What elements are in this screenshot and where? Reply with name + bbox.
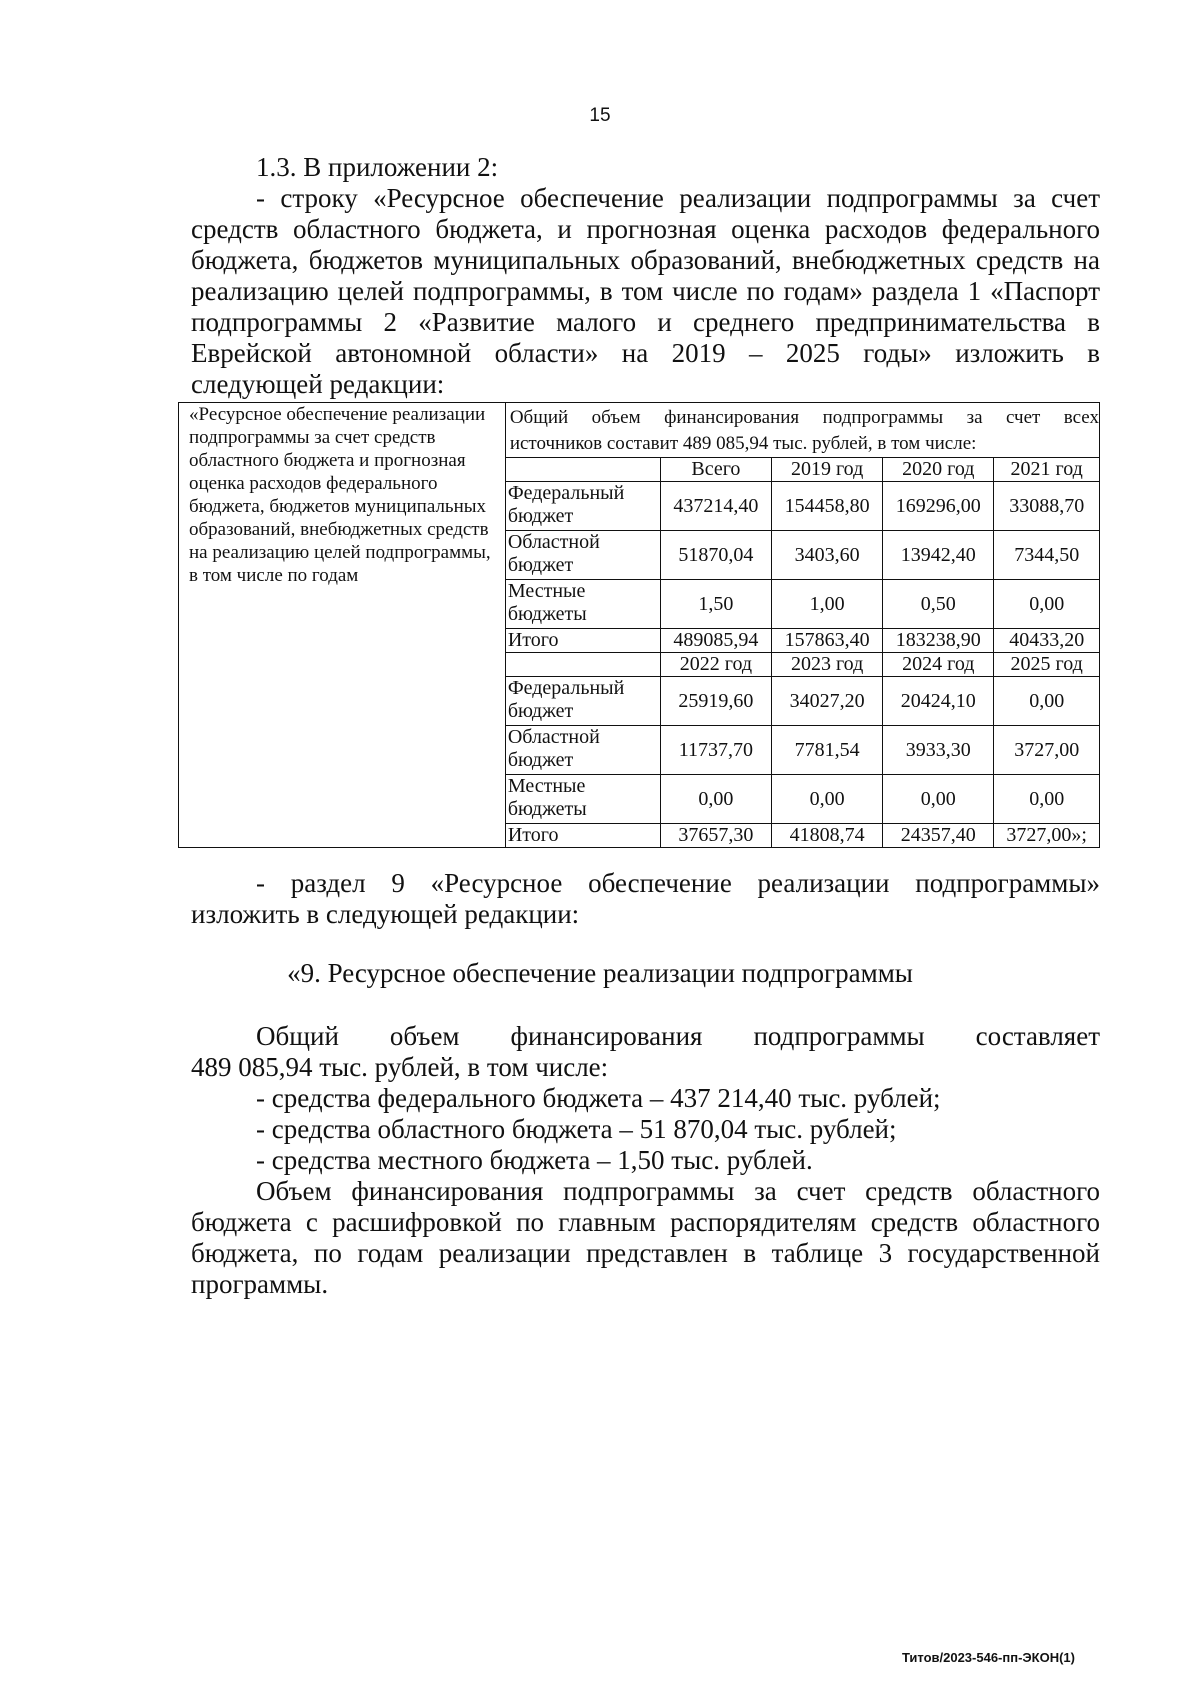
table-cell: 25919,60 [660, 677, 771, 726]
table-cell: 0,00 [883, 775, 994, 824]
table-cell: 3727,00»; [994, 824, 1099, 848]
column-header: 2021 год [994, 458, 1099, 482]
table-cell: 11737,70 [660, 726, 771, 775]
table-cell: 0,00 [772, 775, 883, 824]
blank-cell [506, 458, 661, 482]
table-cell: 0,00 [660, 775, 771, 824]
table-cell: 489085,94 [660, 629, 771, 653]
column-header: 2022 год [660, 653, 771, 677]
table-cell: 3403,60 [772, 531, 883, 580]
passport-left-cell: «Ресурсное обеспечение реализации подпрограммы за счет средств областного бюджета и прогнозная оценка расходов федерального бюджета, бюджетов муниципальных образований, внебюджетных средств на реализацию целей подпрограммы, в том числе по годам [179, 403, 506, 848]
closing-text: Объем финансирования подпрограммы за счет средств областного бюджета с расшифровкой по главным распорядителям средств областного бюджета, по годам реализации представлен в таблице 3 государственной программы. [191, 1176, 1100, 1299]
financing-header-line2: источников составит 489 085,94 тыс. рублей, в том числе: [509, 433, 977, 454]
row-label: Местные бюджеты [506, 580, 661, 629]
table-cell: 1,50 [660, 580, 771, 629]
total-row [506, 824, 1099, 848]
intro-line-6: Еврейской автономной области» на 2019 – 2025 годы» изложить в [191, 338, 1100, 368]
row-label: Федеральный бюджет [506, 482, 661, 531]
column-header: 2024 год [883, 653, 994, 677]
closing-paragraph [191, 1176, 1100, 1300]
table-cell: 0,00 [994, 580, 1099, 629]
table-cell: 157863,40 [772, 629, 883, 653]
passport-right-cell [505, 403, 1099, 848]
intro-line-2: средств областного бюджета, и прогнозная оценка расходов федерального [191, 214, 1100, 244]
table-cell: 34027,20 [772, 677, 883, 726]
table-header-row [506, 458, 1099, 482]
table-cell: 0,00 [994, 775, 1099, 824]
table-cell: 169296,00 [883, 482, 994, 531]
list-item: - средства областного бюджета – 51 870,04 тыс. рублей; [256, 1114, 897, 1144]
table-cell: 51870,04 [660, 531, 771, 580]
table-row [506, 531, 1099, 580]
list-item: - средства местного бюджета – 1,50 тыс. рублей. [256, 1145, 813, 1175]
table-row [506, 726, 1099, 775]
table-cell: 0,00 [994, 677, 1099, 726]
financing-table [506, 457, 1099, 847]
section9-intro-line2: изложить в следующей редакции: [191, 899, 580, 929]
passport-table [178, 402, 1100, 848]
table-cell: 24357,40 [883, 824, 994, 848]
table-cell: 13942,40 [883, 531, 994, 580]
intro-line-1: - строку «Ресурсное обеспечение реализации подпрограммы за счет [256, 183, 1100, 213]
total-financing-line1: Общий объем финансирования подпрограммы составляет [256, 1021, 1100, 1051]
row-label: Итого [506, 629, 661, 653]
column-header: Всего [660, 458, 771, 482]
table-cell: 437214,40 [660, 482, 771, 531]
table-cell: 183238,90 [883, 629, 994, 653]
table-row [506, 775, 1099, 824]
section9-heading: «9. Ресурсное обеспечение реализации подпрограммы [287, 958, 913, 988]
table-cell: 154458,80 [772, 482, 883, 531]
intro-line-5: подпрограммы 2 «Развитие малого и среднего предпринимательства в [191, 307, 1100, 337]
table-cell: 40433,20 [994, 629, 1099, 653]
row-label: Итого [506, 824, 661, 848]
table-cell: 41808,74 [772, 824, 883, 848]
page-number: 15 [589, 105, 611, 126]
table-cell: 7781,54 [772, 726, 883, 775]
table-cell: 3727,00 [994, 726, 1099, 775]
row-label: Местные бюджеты [506, 775, 661, 824]
table-cell: 7344,50 [994, 531, 1099, 580]
table-cell: 3933,30 [883, 726, 994, 775]
list-item: - средства федерального бюджета – 437 214,40 тыс. рублей; [256, 1083, 941, 1113]
total-row [506, 629, 1099, 653]
table-row [506, 677, 1099, 726]
table-header-row [506, 653, 1099, 677]
intro-line-7: следующей редакции: [191, 369, 445, 399]
column-header: 2019 год [772, 458, 883, 482]
section-heading: 1.3. В приложении 2: [256, 152, 499, 182]
table-cell: 33088,70 [994, 482, 1099, 531]
table-cell: 1,00 [772, 580, 883, 629]
intro-line-4: реализацию целей подпрограммы, в том числе по годам» раздела 1 «Паспорт [191, 276, 1100, 306]
table-cell: 20424,10 [883, 677, 994, 726]
financing-header-line1: Общий объем финансирования подпрограммы за счет всех [509, 407, 1099, 428]
table-row [506, 482, 1099, 531]
column-header: 2023 год [772, 653, 883, 677]
row-label: Областной бюджет [506, 531, 661, 580]
financing-header [506, 403, 1099, 457]
total-financing-line2: 489 085,94 тыс. рублей, в том числе: [191, 1052, 609, 1082]
table-cell: 37657,30 [660, 824, 771, 848]
row-label: Федеральный бюджет [506, 677, 661, 726]
table-row [506, 580, 1099, 629]
document-footer-code: Титов/2023-546-пп-ЭКОН(1) [901, 1650, 1075, 1665]
column-header: 2025 год [994, 653, 1099, 677]
blank-cell [506, 653, 661, 677]
column-header: 2020 год [883, 458, 994, 482]
row-label: Областной бюджет [506, 726, 661, 775]
section9-intro-line1: - раздел 9 «Ресурсное обеспечение реализации подпрограммы» [256, 868, 1100, 898]
table-cell: 0,50 [883, 580, 994, 629]
intro-line-3: бюджета, бюджетов муниципальных образований, внебюджетных средств на [191, 245, 1100, 275]
